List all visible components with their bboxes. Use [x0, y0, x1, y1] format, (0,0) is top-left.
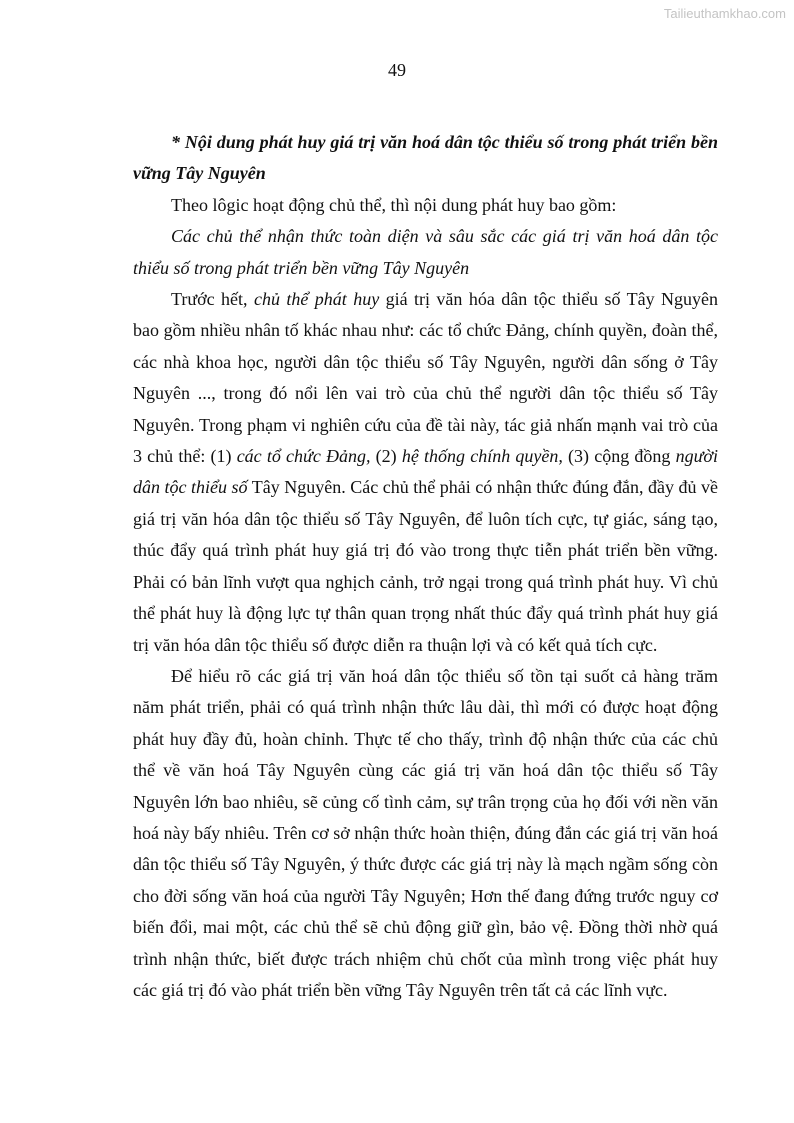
text-run: Tây Nguyên. Các chủ thể phải có nhận thức đúng đắn, đầy đủ về giá trị văn hóa dân tộc thiểu số Tây Nguyên, để luôn tích cực, tự giác, sáng tạo, thúc đẩy quá trình phát huy giá trị đó vào trong thực tiễn phát triển bền vững. Phải có bản lĩnh vượt qua nghịch cảnh, trở ngại trong quá trình phát huy. Vì chủ thể phát huy là động lực tự thân quan trọng nhất thúc đẩy quá trình phát huy giá trị văn hóa dân tộc thiểu số được diễn ra thuận lợi và có kết quả tích cực. — [133, 477, 718, 655]
emphasis-party: các tổ chức Đảng, — [236, 446, 371, 467]
text-run: (2) — [370, 446, 402, 467]
paragraph-subjects — [133, 284, 718, 661]
intro-paragraph: Theo lôgic hoạt động chủ thể, thì nội dung phát huy bao gồm: — [171, 194, 617, 215]
page-body — [133, 127, 718, 1006]
page-number: 49 — [388, 60, 406, 80]
text-run: (3) cộng đồng — [562, 446, 676, 467]
paragraph-awareness: Để hiểu rõ các giá trị văn hoá dân tộc thiểu số tồn tại suốt cả hàng trăm năm phát triển, phải có quá trình nhận thức lâu dài, thì mới có được hoạt động phát huy đầy đủ, hoàn chỉnh. Thực tế cho thấy, trình độ nhận thức của các chủ thể về văn hoá Tây Nguyên cùng các giá trị văn hoá dân tộc thiểu số Tây Nguyên lớn bao nhiêu, sẽ củng cố tình cảm, sự trân trọng của họ đối với nền văn hoá này bấy nhiêu. Trên cơ sở nhận thức hoàn thiện, đúng đắn các giá trị văn hoá dân tộc thiểu số Tây Nguyên, ý thức được các giá trị này là mạch ngầm sống còn cho đời sống văn hoá của người Tây Nguyên; Hơn thế đang đứng trước nguy cơ biến đổi, mai một, các chủ thể sẽ chủ động giữ gìn, bảo vệ. Đồng thời nhờ quá trình nhận thức, biết được trách nhiệm chủ chốt của mình trong việc phát huy các giá trị đó vào phát triển bền vững Tây Nguyên trên tất cả các lĩnh vực. — [133, 665, 718, 1000]
subheading: Các chủ thể nhận thức toàn diện và sâu sắc các giá trị văn hoá dân tộc thiểu số trong phát triển bền vững Tây Nguyên — [133, 226, 718, 278]
emphasis-subject: chủ thể phát huy — [253, 289, 380, 310]
section-heading: * Nội dung phát huy giá trị văn hoá dân tộc thiểu số trong phát triển bền vững Tây Nguyên — [133, 132, 718, 184]
watermark: Tailieuthamkhao.com — [663, 6, 786, 21]
text-run: giá trị văn hóa dân tộc thiểu số Tây Nguyên bao gồm nhiều nhân tố khác nhau như: các tổ chức Đảng, chính quyền, đoàn thể, các nhà khoa học, người dân tộc thiểu số Tây Nguyên, người dân sống ở Tây Nguyên ..., trong đó nổi lên vai trò của chủ thể người dân tộc thiểu số Tây Nguyên. Trong phạm vi nghiên cứu của đề tài này, tác giả nhấn mạnh vai trò của 3 chủ thể: (1) — [133, 289, 718, 467]
text-run: Trước hết, — [171, 289, 254, 310]
emphasis-government: hệ thống chính quyền, — [401, 446, 563, 467]
emphasis-community: người dân tộc thiểu số — [133, 446, 718, 498]
